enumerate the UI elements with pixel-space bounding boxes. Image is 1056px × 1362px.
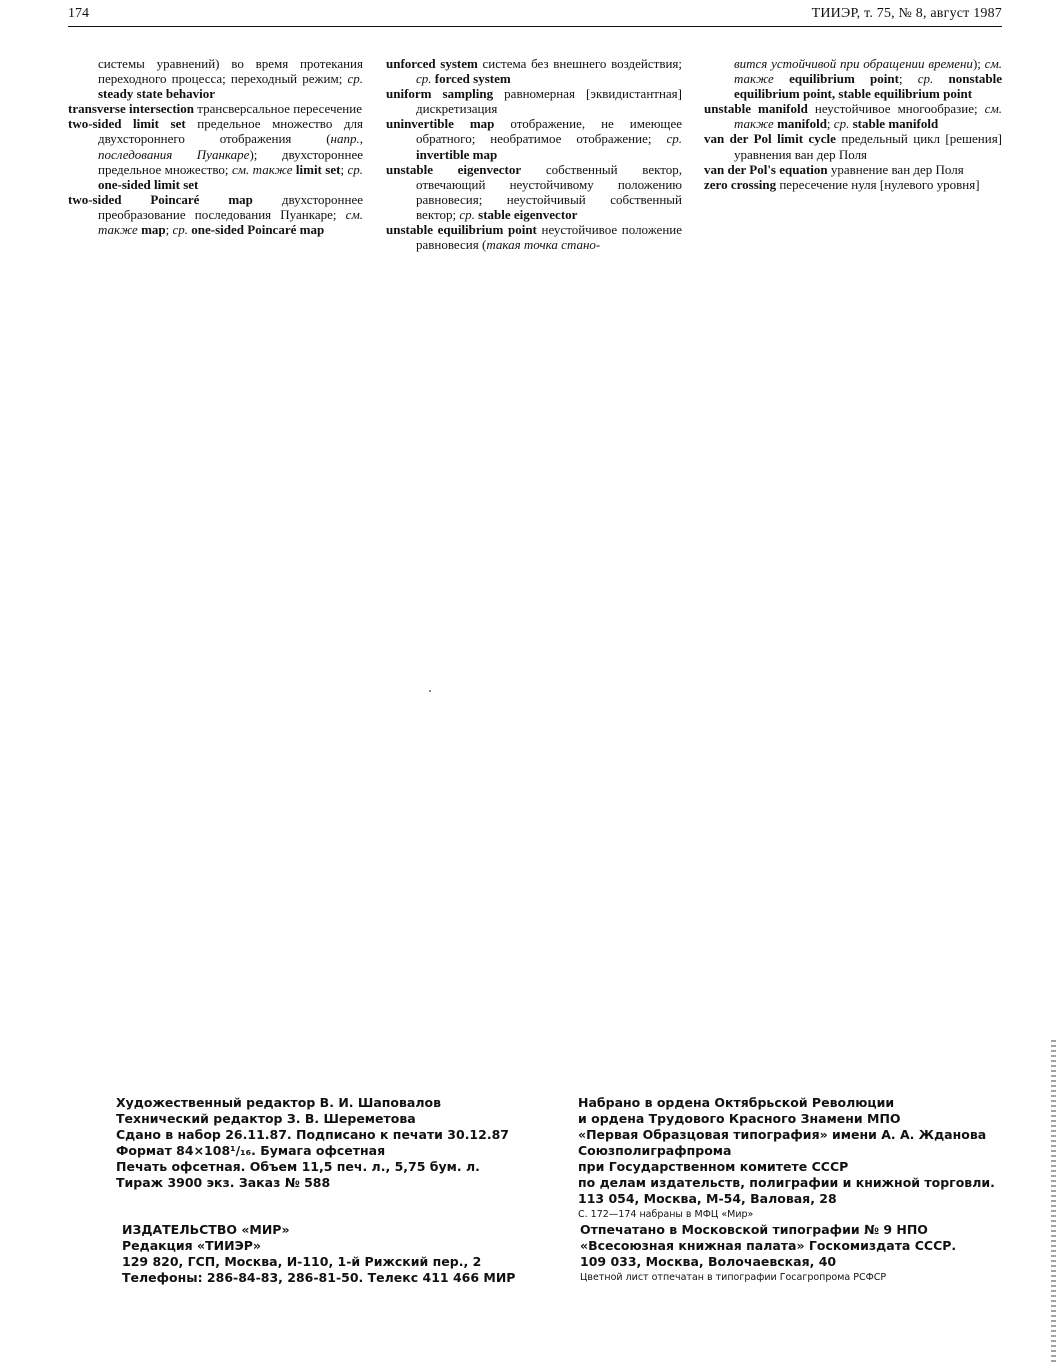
entry-italic: вится устойчивой при обращении времени — [734, 56, 973, 71]
entry-term: van der Pol limit cycle — [704, 131, 836, 147]
glossary-entry: unstable manifold неустойчивое многообразие; см. также manifold; ср. stable manifold — [704, 101, 1002, 132]
imprint-line: Редакция «ТИИЭР» — [122, 1238, 261, 1253]
imprint-editors — [116, 1095, 509, 1191]
imprint-typesetting — [578, 1095, 995, 1222]
glossary-entry: two-sided Poincaré map двухстороннее преобразование последования Пуанкаре; см. также map; ср. one-sided Poincaré map — [68, 191, 363, 238]
glossary-entry — [386, 56, 682, 86]
imprint-printing-note: Цветной лист отпечатан в типографии Госагропрома РСФСР — [580, 1272, 887, 1283]
entry-compare: ср. — [917, 71, 934, 87]
imprint-line: Набрано в ордена Октябрьской Революции — [578, 1095, 895, 1110]
entry-text: система без внешнего воздействия; — [477, 56, 683, 71]
entry-compare: ср. — [459, 206, 475, 222]
entry-compare: ср. — [172, 222, 189, 238]
entry-text: неустойчивое многообразие; — [807, 101, 985, 117]
imprint-line: 109 033, Москва, Волочаевская, 40 — [580, 1254, 837, 1269]
imprint-typesetting-lines — [578, 1095, 995, 1207]
glossary-entry — [386, 116, 682, 161]
entry-term: unstable eigenvector — [386, 161, 522, 177]
entry-term: unforced system — [386, 56, 478, 71]
entry-compare: ср. — [833, 116, 850, 132]
imprint-publisher — [122, 1222, 515, 1286]
entry-term: unstable manifold — [704, 101, 808, 117]
glossary-entry — [386, 222, 682, 252]
entry-term: transverse intersection — [68, 101, 194, 117]
header-rule — [68, 26, 1002, 27]
stray-dot — [429, 690, 431, 692]
imprint-line: Формат 84×108¹/₁₆. Бумага офсетная — [116, 1143, 386, 1158]
entry-compare-ref: forced system — [434, 71, 511, 87]
entry-compare: ср. — [416, 71, 432, 87]
entry-text: ); двухстороннее предельное множество; — [98, 146, 364, 177]
imprint-line: «Всесоюзная книжная палата» Госкомиздата СССР. — [580, 1238, 957, 1253]
scan-edge-artifact — [1051, 1040, 1056, 1362]
entry-see-also: см. также — [734, 56, 1002, 87]
imprint-line: Технический редактор З. В. Шереметова — [116, 1111, 416, 1126]
entry-text: пересечение нуля [нулевого уровня] — [776, 176, 980, 192]
entry-term: two-sided limit set — [68, 116, 186, 132]
imprint-line: Печать офсетная. Объем 11,5 печ. л., 5,75 бум. л. — [116, 1159, 480, 1174]
imprint-line: Телефоны: 286-84-83, 286-81-50. Телекс 411 466 МИР — [122, 1270, 516, 1285]
entry-see-also-ref: limit set — [295, 161, 341, 177]
entry-compare-ref: one-sided limit set — [98, 176, 199, 192]
entry-term: zero crossing — [704, 176, 777, 192]
entry-term: van der Pol's equation — [704, 161, 828, 177]
imprint-line: при Государственном комитете СССР — [578, 1159, 849, 1174]
entry-term: unstable equilibrium point — [386, 222, 537, 238]
entry-compare-ref: stable eigenvector — [478, 206, 578, 222]
entry-compare-ref: stable manifold — [852, 116, 939, 132]
entry-see-also-ref: map — [141, 222, 166, 238]
imprint-line: ИЗДАТЕЛЬСТВО «МИР» — [122, 1222, 290, 1237]
glossary-column-3 — [704, 56, 1002, 192]
glossary-entry: two-sided limit set предельное множество для двухстороннего отображения (напр., последования Пуанкаре); двухстороннее предельное множество; см. также limit set; ср. one-sided limit set — [68, 116, 364, 192]
imprint-line: Сдано в набор 26.11.87. Подписано к печати 30.12.87 — [116, 1127, 509, 1142]
entry-text: отображение, не имеющее обратного; необратимое отображение; — [416, 116, 682, 147]
glossary-entry — [68, 101, 363, 116]
entry-see-also: см. также — [734, 101, 1002, 132]
glossary-entry — [704, 177, 1002, 192]
glossary-column-1 — [68, 56, 363, 237]
entry-text: собственный вектор, отвечающий неустойчивому положению равновесия; неустойчивый собственный вектор; — [416, 161, 682, 222]
entry-term: uninvertible map — [386, 116, 495, 132]
imprint-line: Союзполиграфпрома — [578, 1143, 732, 1158]
entry-term: uniform sampling — [386, 86, 494, 102]
entry-compare-ref: one-sided Poincaré map — [191, 222, 325, 238]
glossary-entry — [68, 56, 363, 101]
glossary-entry: вится устойчивой при обращении времени); см. также equilibrium point; ср. nonstable equilibrium point, stable equilibrium point — [734, 56, 1003, 102]
glossary-entry — [704, 162, 1002, 177]
glossary-column-2 — [386, 56, 682, 252]
entry-compare-ref: invertible map — [416, 146, 498, 162]
entry-text: равномерная [эквидистантная] дискретизация — [416, 86, 682, 117]
glossary-entry — [386, 86, 682, 116]
imprint-line: Отпечатано в Московской типографии № 9 НПО — [580, 1222, 928, 1237]
imprint-printing-lines — [580, 1222, 956, 1270]
entry-compare-ref: steady state behavior — [98, 86, 215, 102]
entry-text: ); — [972, 56, 985, 71]
entry-compare: ср. — [347, 161, 363, 177]
entry-compare: ср. — [347, 71, 363, 87]
entry-see-also-ref: equilibrium point — [789, 71, 899, 87]
imprint-printing — [580, 1222, 956, 1285]
entry-text: предельное множество для двухстороннего отображения ( — [98, 116, 363, 147]
entry-text: трансверсальное пересечение — [194, 101, 362, 117]
entry-text: предельный цикл [решения] уравнения ван дер Поля — [734, 131, 1003, 162]
imprint-line: 129 820, ГСП, Москва, И-110, 1-й Рижский пер., 2 — [122, 1254, 482, 1269]
imprint-line: и ордена Трудового Красного Знамени МПО — [578, 1111, 901, 1126]
imprint-line: по делам издательств, полиграфии и книжной торговли. — [578, 1175, 995, 1190]
entry-italic: такая точка стано- — [486, 237, 601, 253]
entry-text: системы уравнений) во время протекания переходного процесса; переходный режим; — [98, 56, 363, 87]
glossary-entry — [386, 162, 682, 222]
entry-see-also: см. также — [98, 206, 363, 238]
imprint-line: 113 054, Москва, М-54, Валовая, 28 — [578, 1191, 837, 1206]
imprint-line: Художественный редактор В. И. Шаповалов — [116, 1095, 441, 1110]
entry-compare: ср. — [666, 131, 682, 147]
entry-text: двухстороннее преобразование последования Пуанкаре; — [98, 191, 363, 222]
entry-italic: напр., последования Пуанкаре — [98, 131, 363, 162]
entry-compare-ref: nonstable equilibrium point, stable equilibrium point — [734, 71, 1003, 102]
glossary-entry — [704, 131, 1002, 161]
entry-term: two-sided Poincaré map — [68, 191, 253, 207]
imprint-typesetting-note: С. 172—174 набраны в МФЦ «Мир» — [578, 1209, 754, 1220]
entry-text: неустойчивое положение равновесия ( — [416, 222, 682, 253]
entry-see-also-ref: manifold — [777, 116, 827, 132]
running-head: ТИИЭР, т. 75, № 8, август 1987 — [811, 6, 1002, 21]
imprint-line: «Первая Образцовая типография» имени А. А. Жданова — [578, 1127, 987, 1142]
imprint-line: Тираж 3900 экз. Заказ № 588 — [116, 1175, 331, 1190]
entry-see-also: см. также — [231, 161, 293, 177]
page-number: 174 — [68, 6, 89, 21]
entry-text: уравнение ван дер Поля — [827, 161, 964, 177]
